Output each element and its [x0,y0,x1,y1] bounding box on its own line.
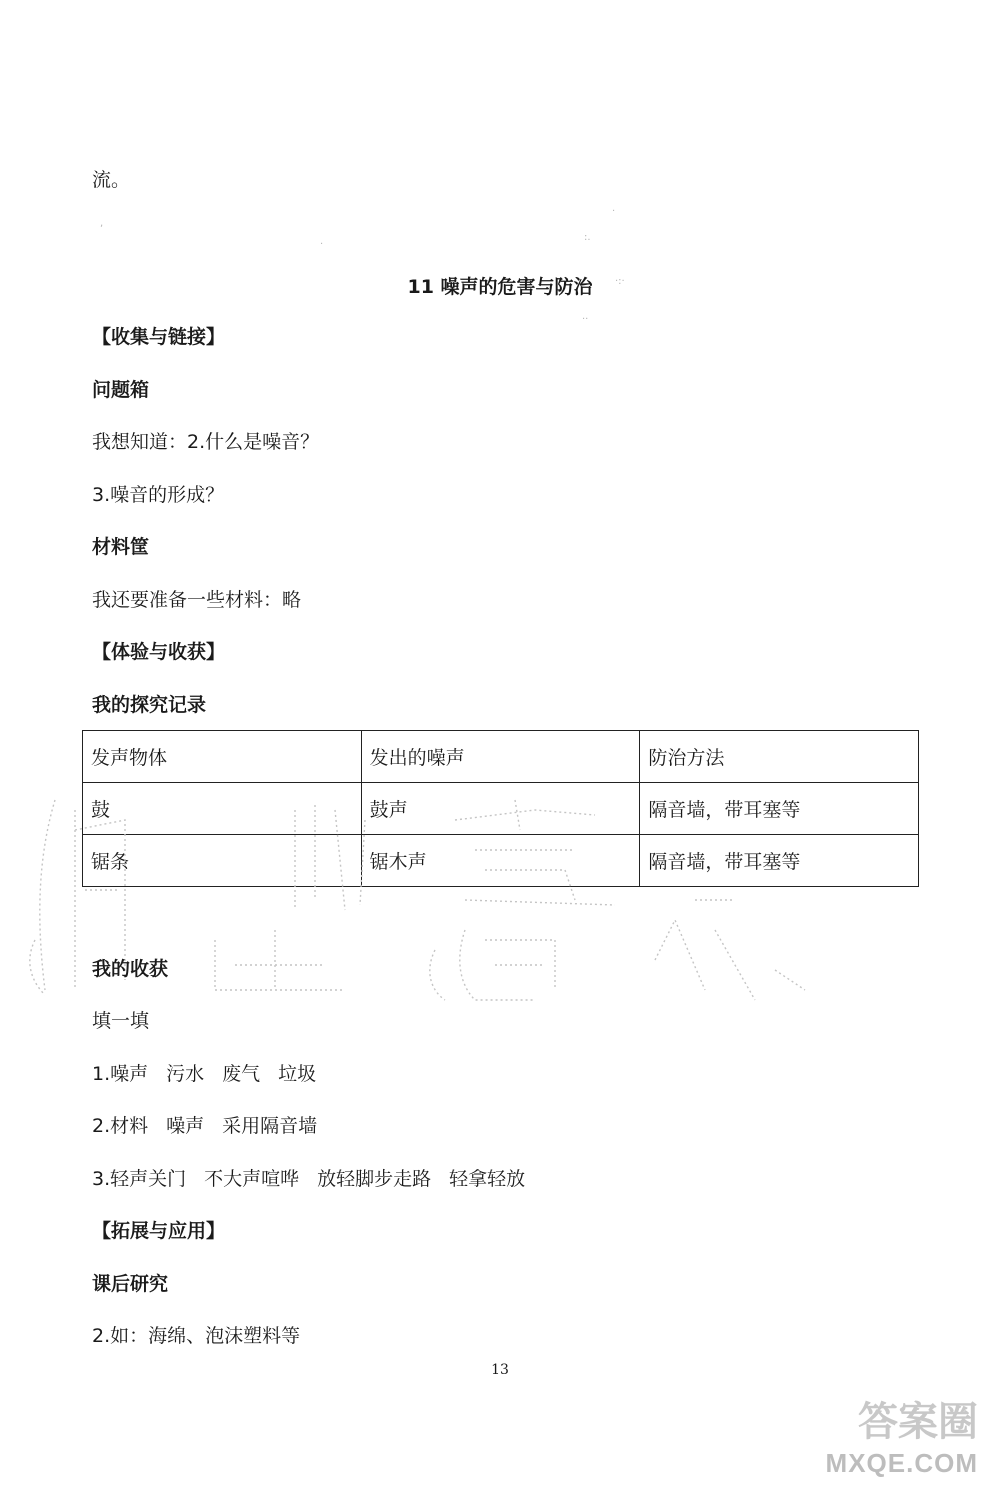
fill-answer-1 [92,1062,316,1086]
subheading-after-class: 课后研究 [92,1273,169,1295]
table-header-cell: 发出的噪声 [361,731,640,783]
answer-item: 采用隔音墙 [222,1115,318,1137]
material-line: 我还要准备一些材料：略 [92,589,302,611]
watermark-logo-en: MXQE.COM [825,1448,978,1478]
question-line-2: 3.噪音的形成？ [92,484,225,506]
table-cell: 锯条 [83,835,362,887]
lesson-title: 11 噪声的危害与防治 [407,276,593,298]
scan-speck: ·· [582,314,589,325]
subheading-inquiry-record: 我的探究记录 [92,694,207,716]
fill-answer-2 [92,1114,317,1138]
answer-item: 放轻脚步走路 [317,1168,432,1190]
answer-item: 1.噪声 [92,1063,149,1085]
scan-speck: , [100,218,104,229]
table-header-row [83,731,919,783]
table-header-cell: 防治方法 [640,731,919,783]
answer-item: 废气 [222,1063,261,1085]
section-heading-experience-gain: 【体验与收获】 [92,641,226,663]
answer-item: 垃圾 [278,1063,317,1085]
watermark-logo-cn: 答案圈 [858,1399,978,1445]
subheading-my-gain: 我的收获 [92,958,169,980]
site-watermark-logo [802,1401,992,1487]
table-cell: 隔音墙，带耳塞等 [640,835,919,887]
scan-speck: . [320,236,324,247]
fill-in-label: 填一填 [92,1010,150,1032]
answer-item: 污水 [166,1063,205,1085]
question-line-1: 我想知道：2.什么是噪音？ [92,431,320,453]
subheading-question-box: 问题箱 [92,379,150,401]
section-heading-collect-link: 【收集与链接】 [92,326,226,348]
answer-item: 2.材料 [92,1115,149,1137]
after-class-answer: 2.如：海绵、泡沫塑料等 [92,1325,301,1347]
subheading-material-basket: 材料筐 [92,536,150,558]
answer-item: 噪声 [166,1115,205,1137]
answer-item: 不大声喧哗 [204,1168,300,1190]
scan-speck: · [612,206,616,217]
answer-item: 3.轻声关门 [92,1168,187,1190]
section-heading-extend-apply: 【拓展与应用】 [92,1220,226,1242]
answer-item: 轻拿轻放 [449,1168,526,1190]
table-cell: 隔音墙，带耳塞等 [640,783,919,835]
table-cell: 锯木声 [361,835,640,887]
fill-answer-3 [92,1167,525,1191]
table-header-cell: 发声物体 [83,731,362,783]
continued-text: 流。 [92,169,131,191]
scan-speck: :. [584,232,591,243]
table-cell: 鼓 [83,783,362,835]
scan-speck: ·:· [615,276,625,287]
page-number: 13 [491,1362,509,1378]
table-cell: 鼓声 [361,783,640,835]
